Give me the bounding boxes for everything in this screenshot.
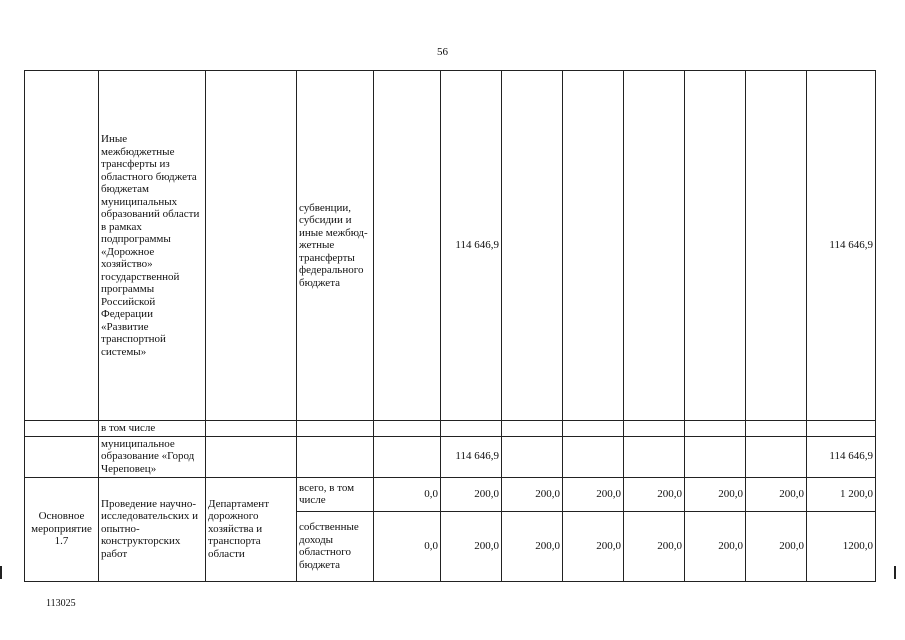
value-cell: 200,0	[685, 477, 746, 511]
table-cell	[206, 421, 297, 437]
value-cell: 114 646,9	[441, 436, 502, 477]
value-cell: 0,0	[374, 477, 441, 511]
funding-source-cell: субвенции, субсидии и иные межбюд-жетные трансферты федерального бюджета	[297, 71, 374, 421]
table-cell	[206, 436, 297, 477]
value-cell: 200,0	[685, 511, 746, 581]
table-cell	[502, 421, 563, 437]
table-cell	[374, 71, 441, 421]
municipality-name-cell: муниципальное образование «Город Череповец»	[99, 436, 206, 477]
table-cell	[297, 436, 374, 477]
table-cell	[563, 421, 624, 437]
value-cell: 200,0	[624, 477, 685, 511]
value-cell: 200,0	[624, 511, 685, 581]
value-cell: 200,0	[563, 477, 624, 511]
left-edge-mark	[0, 566, 2, 579]
right-edge-mark	[894, 566, 896, 579]
table-cell	[502, 71, 563, 421]
table-cell	[685, 71, 746, 421]
value-cell: 200,0	[563, 511, 624, 581]
event-code-cell: Основное мероприятие 1.7	[25, 477, 99, 581]
funding-source-cell: всего, в том числе	[297, 477, 374, 511]
event-executor-cell: Департамент дорожного хозяйства и транспорта области	[206, 477, 297, 581]
table-cell	[297, 421, 374, 437]
table-cell	[746, 71, 807, 421]
total-cell: 1 200,0	[807, 477, 876, 511]
value-cell: 200,0	[746, 511, 807, 581]
event-name-cell: Проведение научно-исследовательских и опытно-конструкторских работ	[99, 477, 206, 581]
table-cell	[624, 421, 685, 437]
table-cell	[624, 436, 685, 477]
table-cell	[746, 421, 807, 437]
page-number: 56	[437, 46, 448, 58]
activity-name-cell: Иные межбюджетные трансферты из областного бюджета бюджетам муниципальных образований области в рамках подпрограммы «Дорожное хозяйство» государственной программы Российской Федерации «Развитие транспортной системы»	[99, 71, 206, 421]
including-label-cell: в том числе	[99, 421, 206, 437]
table-cell	[624, 71, 685, 421]
table-row	[25, 436, 876, 477]
total-cell: 1200,0	[807, 511, 876, 581]
table-cell	[374, 421, 441, 437]
table-cell	[25, 436, 99, 477]
value-cell: 200,0	[441, 477, 502, 511]
table-row	[25, 477, 876, 511]
value-cell: 0,0	[374, 511, 441, 581]
value-cell: 114 646,9	[441, 71, 502, 421]
total-cell: 114 646,9	[807, 71, 876, 421]
table-cell	[25, 421, 99, 437]
total-cell: 114 646,9	[807, 436, 876, 477]
table-cell	[374, 436, 441, 477]
table-row	[25, 421, 876, 437]
table-row	[25, 71, 876, 421]
table-cell	[807, 421, 876, 437]
table-cell	[563, 71, 624, 421]
value-cell: 200,0	[502, 477, 563, 511]
table-cell	[746, 436, 807, 477]
table-cell	[685, 421, 746, 437]
value-cell: 200,0	[746, 477, 807, 511]
value-cell: 200,0	[502, 511, 563, 581]
table-cell	[685, 436, 746, 477]
budget-table	[24, 70, 876, 582]
table-cell	[25, 71, 99, 421]
funding-source-cell: собственные доходы областного бюджета	[297, 511, 374, 581]
table-cell	[502, 436, 563, 477]
document-code: 113025	[46, 598, 76, 609]
value-cell: 200,0	[441, 511, 502, 581]
table-cell	[206, 71, 297, 421]
table-cell	[563, 436, 624, 477]
table-cell	[441, 421, 502, 437]
